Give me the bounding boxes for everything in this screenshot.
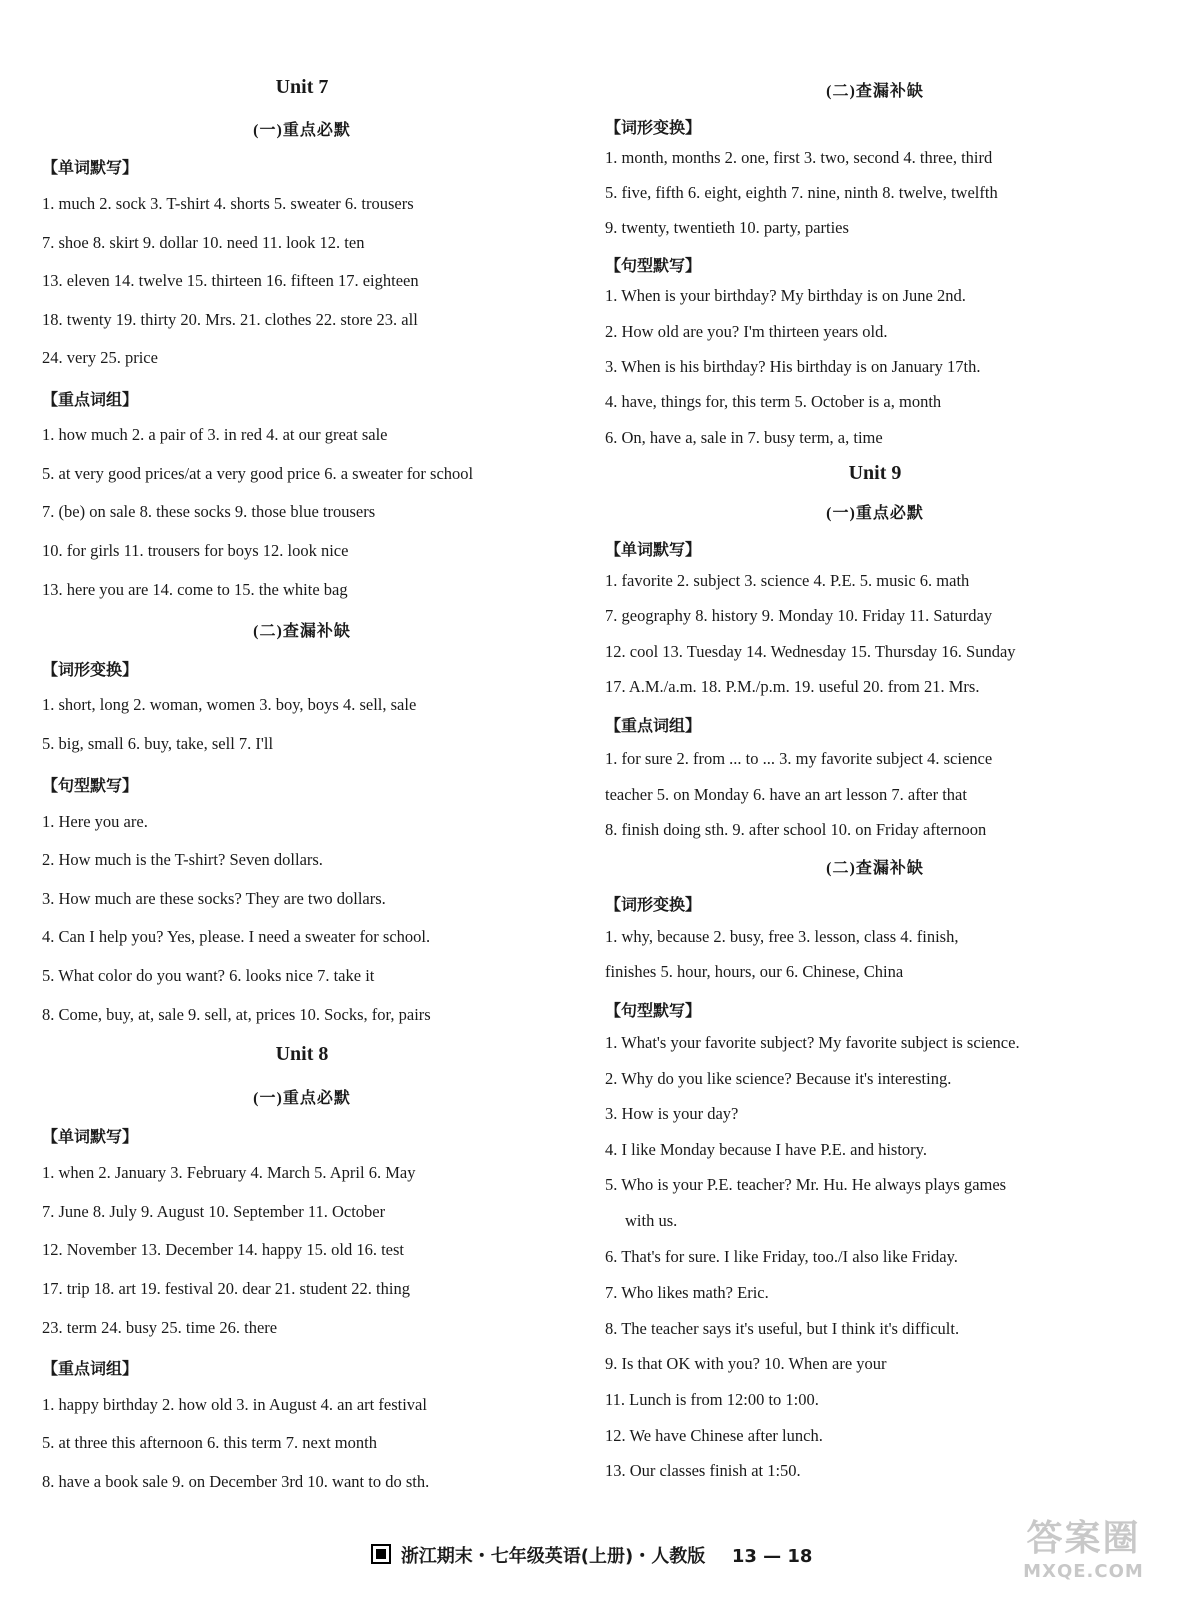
unit7-sentence-line: 4. Can I help you? Yes, please. I need a sweater for school. (42, 927, 431, 946)
unit7-forms-heading: 【词形变换】 (42, 662, 139, 679)
unit9-sentence-line: with us. (625, 1211, 678, 1230)
unit9-words-heading: 【单词默写】 (605, 542, 702, 559)
unit8-form-line: 9. twenty, twentieth 10. party, parties (605, 218, 849, 237)
unit9-sentence-line: 7. Who likes math? Eric. (605, 1283, 769, 1302)
unit9-part1-title: (一)重点必默 (826, 505, 924, 522)
unit9-sentences-heading: 【句型默写】 (605, 1003, 702, 1020)
unit9-word-line: 7. geography 8. history 9. Monday 10. Friday 11. Saturday (605, 606, 993, 625)
unit9-sentence-line: 2. Why do you like science? Because it's interesting. (605, 1069, 952, 1088)
unit7-part2-title: (二)查漏补缺 (253, 623, 351, 640)
unit8-phrase-line: 8. have a book sale 9. on December 3rd 10. want to do sth. (42, 1472, 430, 1491)
unit7-word-line: 24. very 25. price (42, 348, 158, 367)
unit8-forms-heading: 【词形变换】 (605, 120, 702, 137)
watermark-site-text: MXQE.COM (1023, 1561, 1144, 1582)
unit7-form-line: 5. big, small 6. buy, take, sell 7. I'll (42, 734, 274, 753)
unit7-form-line: 1. short, long 2. woman, women 3. boy, boys 4. sell, sale (42, 695, 417, 714)
unit9-phrase-line: teacher 5. on Monday 6. have an art lesson 7. after that (605, 785, 967, 804)
unit7-phrases-heading: 【重点词组】 (42, 392, 139, 409)
watermark-main-text: 答案圈 (1026, 1518, 1141, 1559)
unit9-sentence-line: 11. Lunch is from 12:00 to 1:00. (605, 1390, 819, 1409)
unit9-sentence-line: 12. We have Chinese after lunch. (605, 1426, 823, 1445)
unit7-sentence-line: 1. Here you are. (42, 812, 148, 831)
unit7-title: Unit 7 (275, 76, 329, 98)
unit7-sentences-heading: 【句型默写】 (42, 778, 139, 795)
unit9-form-line: 1. why, because 2. busy, free 3. lesson, class 4. finish, (605, 927, 959, 946)
unit8-phrase-line: 1. happy birthday 2. how old 3. in August 4. an art festival (42, 1395, 427, 1414)
unit8-sentence-line: 4. have, things for, this term 5. October is a, month (605, 392, 942, 411)
unit7-sentence-line: 5. What color do you want? 6. looks nice 7. take it (42, 966, 375, 985)
unit8-sentences-heading: 【句型默写】 (605, 258, 702, 275)
unit8-sentence-line: 1. When is your birthday? My birthday is on June 2nd. (605, 286, 966, 305)
unit9-sentence-line: 13. Our classes finish at 1:50. (605, 1461, 801, 1480)
unit7-word-line: 18. twenty 19. thirty 20. Mrs. 21. clothes 22. store 23. all (42, 310, 418, 329)
unit8-sentence-line: 2. How old are you? I'm thirteen years old. (605, 322, 888, 341)
unit8-words-heading: 【单词默写】 (42, 1129, 139, 1146)
unit7-phrase-line: 10. for girls 11. trousers for boys 12. look nice (42, 541, 349, 560)
unit9-sentence-line: 1. What's your favorite subject? My favorite subject is science. (605, 1033, 1020, 1052)
unit9-form-line: finishes 5. hour, hours, our 6. Chinese, China (605, 962, 904, 981)
unit7-part1-title: (一)重点必默 (253, 122, 351, 139)
unit8-form-line: 5. five, fifth 6. eight, eighth 7. nine, ninth 8. twelve, twelfth (605, 183, 998, 202)
unit9-forms-heading: 【词形变换】 (605, 897, 702, 914)
unit7-phrase-line: 5. at very good prices/at a very good price 6. a sweater for school (42, 464, 474, 483)
unit8-word-line: 23. term 24. busy 25. time 26. there (42, 1318, 278, 1337)
square-logo-icon (371, 1544, 391, 1564)
unit7-sentence-line: 3. How much are these socks? They are two dollars. (42, 889, 386, 908)
unit8-phrase-line: 5. at three this afternoon 6. this term 7. next month (42, 1433, 377, 1452)
unit8-sentence-line: 3. When is his birthday? His birthday is on January 17th. (605, 357, 981, 376)
unit9-word-line: 1. favorite 2. subject 3. science 4. P.E. 5. music 6. math (605, 571, 970, 590)
unit8-word-line: 17. trip 18. art 19. festival 20. dear 21. student 22. thing (42, 1279, 410, 1298)
unit7-words-heading: 【单词默写】 (42, 160, 139, 177)
unit9-phrase-line: 8. finish doing sth. 9. after school 10. on Friday afternoon (605, 820, 987, 839)
unit7-phrase-line: 7. (be) on sale 8. these socks 9. those blue trousers (42, 502, 376, 521)
unit9-phrase-line: 1. for sure 2. from ... to ... 3. my favorite subject 4. science (605, 749, 993, 768)
unit8-part2-title: (二)查漏补缺 (826, 83, 924, 100)
unit7-word-line: 1. much 2. sock 3. T-shirt 4. shorts 5. sweater 6. trousers (42, 194, 414, 213)
unit9-sentence-line: 9. Is that OK with you? 10. When are your (605, 1354, 887, 1373)
unit7-phrase-line: 13. here you are 14. come to 15. the white bag (42, 580, 348, 599)
unit9-sentence-line: 4. I like Monday because I have P.E. and history. (605, 1140, 927, 1159)
unit7-phrase-line: 1. how much 2. a pair of 3. in red 4. at our great sale (42, 425, 388, 444)
unit9-word-line: 12. cool 13. Tuesday 14. Wednesday 15. Thursday 16. Sunday (605, 642, 1016, 661)
unit8-word-line: 7. June 8. July 9. August 10. September 11. October (42, 1202, 386, 1221)
footer-book-title: 浙江期末・七年级英语(上册)・人教版 (400, 1546, 706, 1567)
unit9-sentence-line: 8. The teacher says it's useful, but I think it's difficult. (605, 1319, 960, 1338)
unit8-form-line: 1. month, months 2. one, first 3. two, second 4. three, third (605, 148, 993, 167)
unit8-phrases-heading: 【重点词组】 (42, 1361, 139, 1378)
unit9-sentence-line: 3. How is your day? (605, 1104, 739, 1123)
unit9-word-line: 17. A.M./a.m. 18. P.M./p.m. 19. useful 20. from 21. Mrs. (605, 677, 980, 696)
unit7-word-line: 7. shoe 8. skirt 9. dollar 10. need 11. look 12. ten (42, 233, 365, 252)
unit7-word-line: 13. eleven 14. twelve 15. thirteen 16. fifteen 17. eighteen (42, 271, 419, 290)
unit9-sentence-line: 6. That's for sure. I like Friday, too./I also like Friday. (605, 1247, 958, 1266)
unit7-sentence-line: 2. How much is the T-shirt? Seven dollars. (42, 850, 323, 869)
unit9-sentence-line: 5. Who is your P.E. teacher? Mr. Hu. He always plays games (605, 1175, 1007, 1194)
unit9-phrases-heading: 【重点词组】 (605, 718, 702, 735)
unit8-word-line: 12. November 13. December 14. happy 15. old 16. test (42, 1240, 405, 1259)
unit9-part2-title: (二)查漏补缺 (826, 860, 924, 877)
unit8-sentence-line: 6. On, have a, sale in 7. busy term, a, time (605, 428, 883, 447)
unit7-sentence-line: 8. Come, buy, at, sale 9. sell, at, prices 10. Socks, for, pairs (42, 1005, 431, 1024)
unit8-title: Unit 8 (275, 1043, 329, 1065)
watermark-logo (996, 1510, 1171, 1595)
unit8-word-line: 1. when 2. January 3. February 4. March 5. April 6. May (42, 1163, 416, 1182)
unit8-part1-title: (一)重点必默 (253, 1090, 351, 1107)
page-number: 13 — 18 (731, 1546, 813, 1567)
unit9-title: Unit 9 (848, 462, 902, 484)
